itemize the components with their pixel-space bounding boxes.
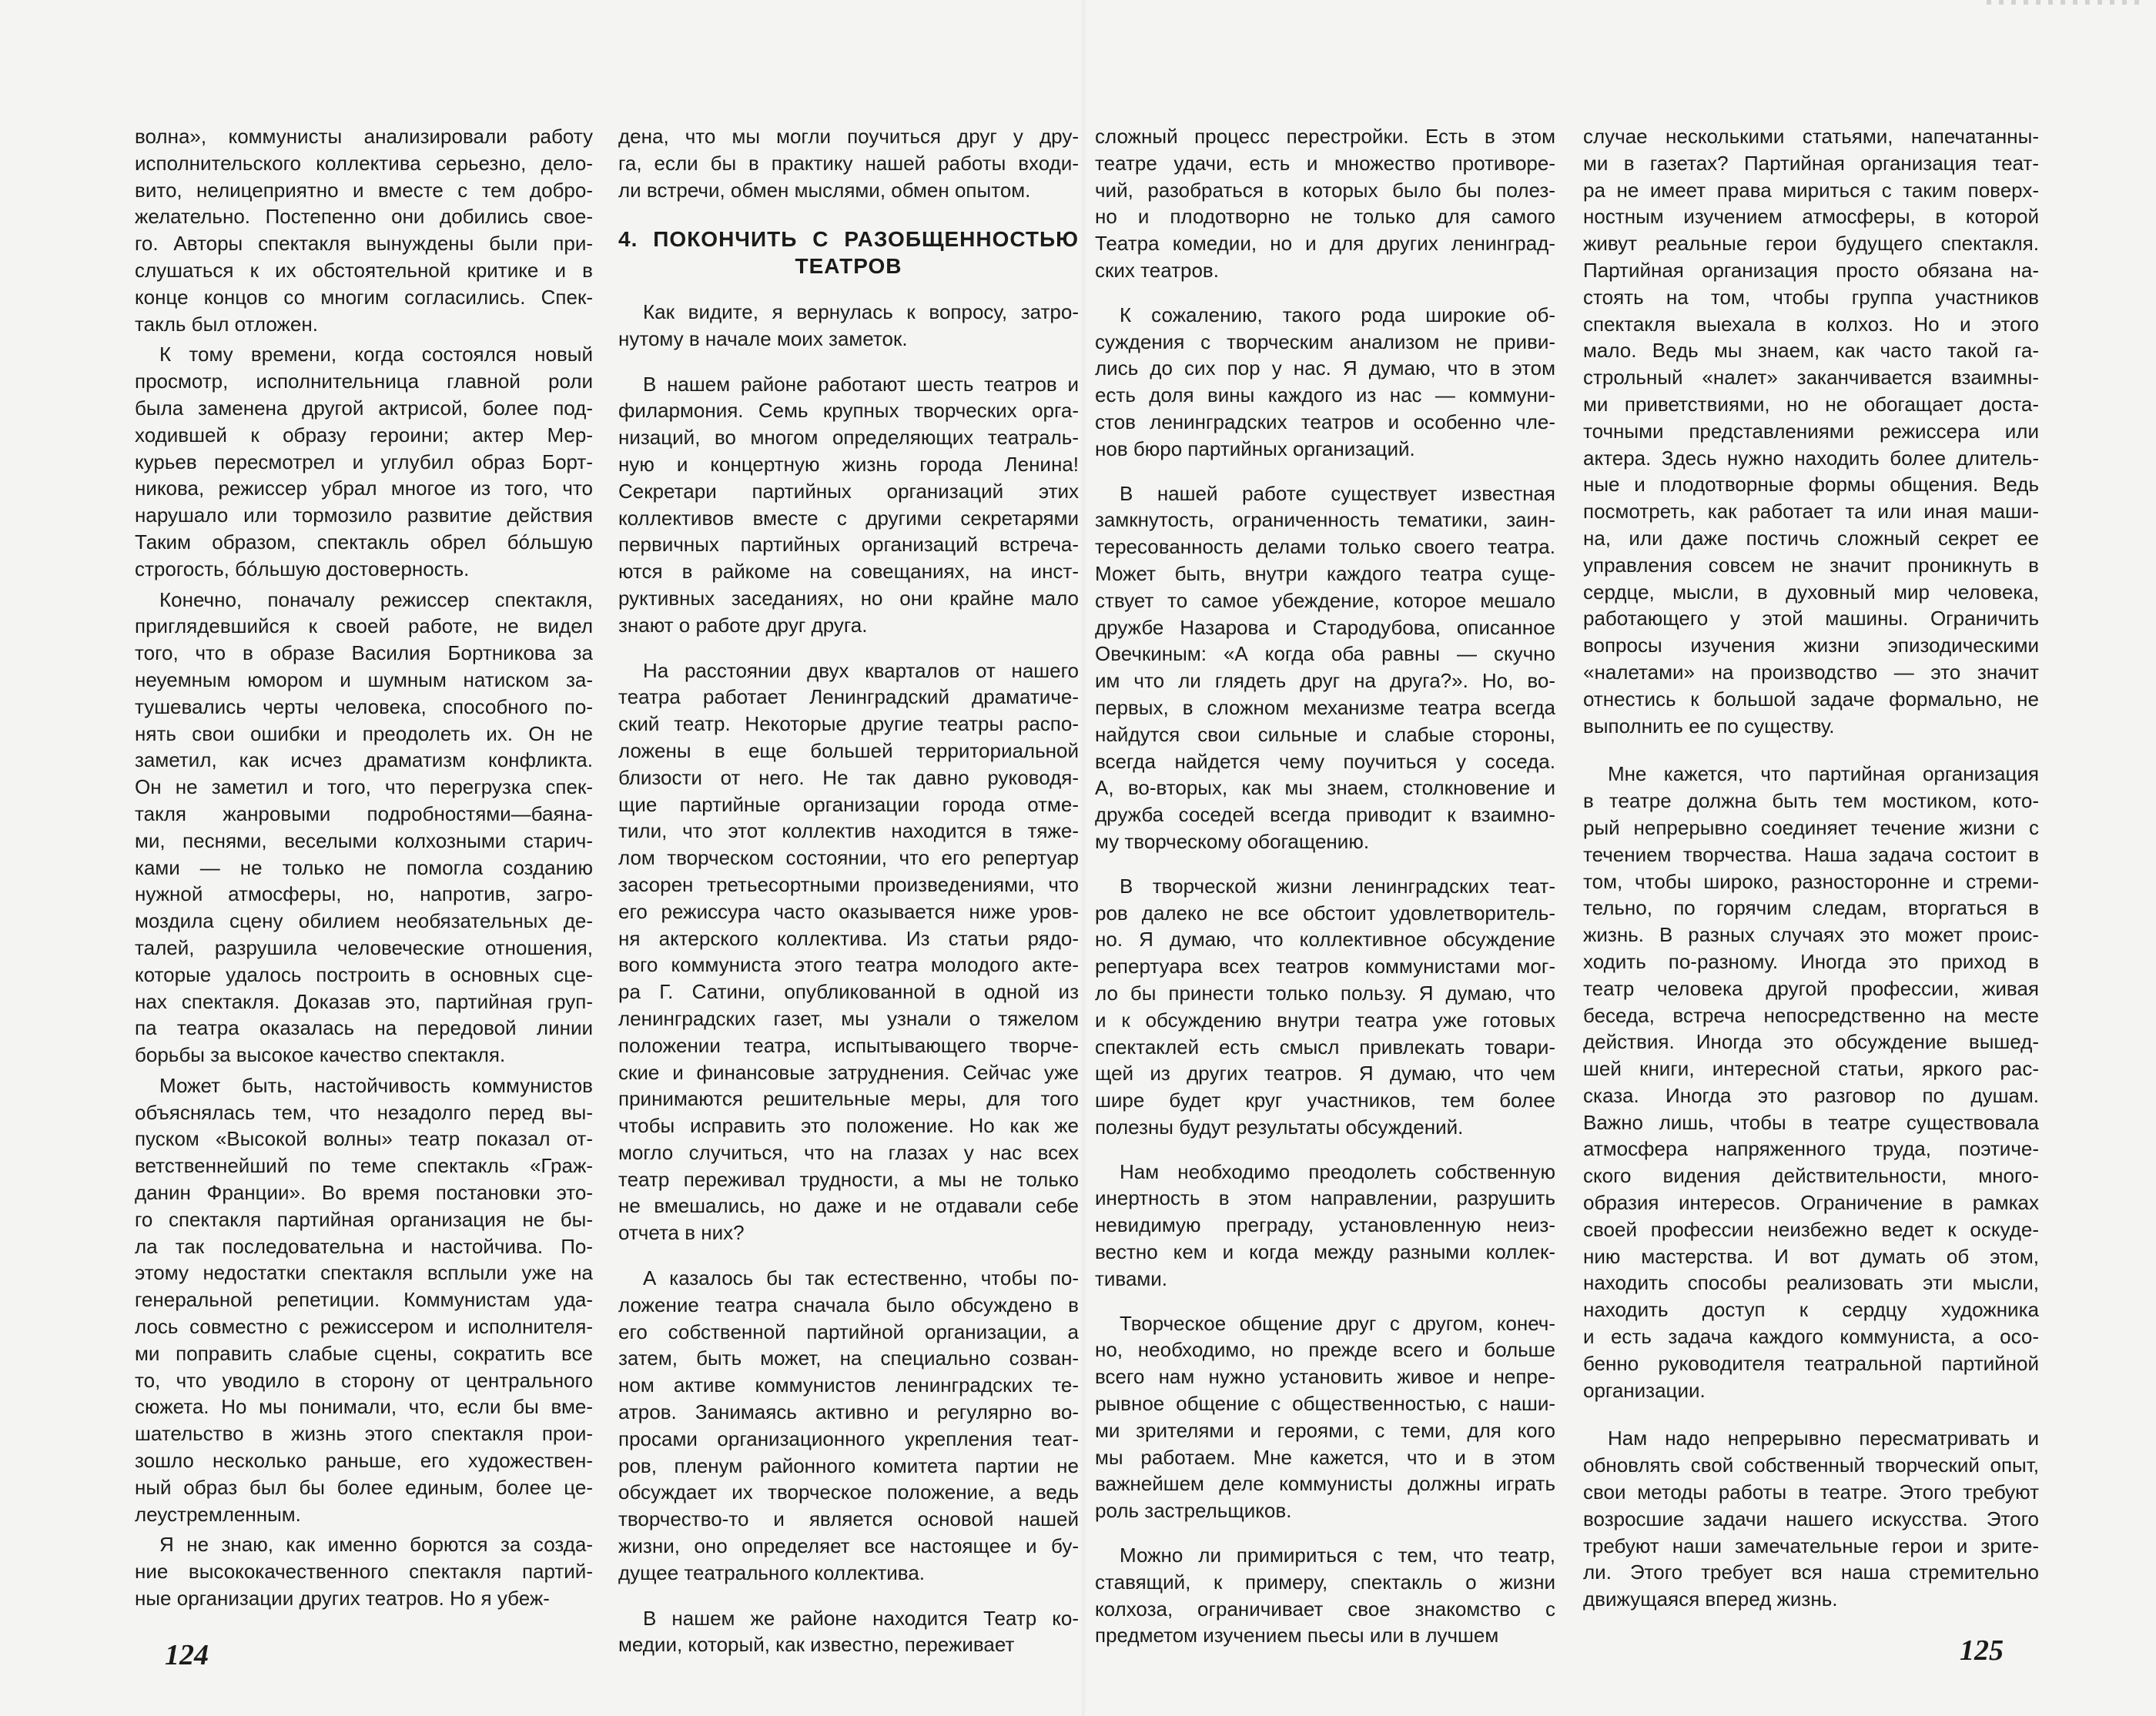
text-line: Партийная организация просто обязана на-: [1583, 258, 2039, 282]
text-line: шательство в жизнь этого спектакля прои-: [135, 1422, 593, 1446]
text-line: но, необходимо, но прежде всего и больше: [1095, 1338, 1555, 1362]
text-line: театр человека другой профессии, живая: [1583, 976, 2039, 1000]
text-line: сложный процесс перестройки. Есть в этом: [1095, 125, 1555, 148]
text-line: засорен третьесортными произведениями, что: [618, 872, 1079, 896]
text-line: жизни, оно определяет все настоящее и бу-: [618, 1534, 1079, 1558]
text-line: сердце, мысли, в духовный мир человека,: [1583, 580, 2039, 604]
text-line: организации.: [1583, 1378, 1706, 1402]
text-line: исполнительского коллектива серьезно, дело-: [135, 151, 593, 175]
paragraph: [618, 1605, 1079, 1659]
text-line: ные и плодотворные формы общения. Ведь: [1583, 473, 2039, 497]
text-line: ского видения действительности, много-: [1583, 1164, 2039, 1188]
text-line: требуют наши замечательные герои и зрите-: [1583, 1534, 2039, 1557]
text-line: К тому времени, когда состоялся новый: [159, 343, 593, 366]
text-line: Может быть, настойчивость коммунистов: [159, 1073, 593, 1097]
text-line: На расстоянии двух кварталов от нашего: [643, 658, 1079, 682]
text-line: ли. Этого требует вся наша стремительно: [1583, 1560, 2039, 1584]
text-line: первичных партийных организаций встреча-: [618, 533, 1079, 557]
text-line: волна», коммунисты анализировали работу: [135, 125, 593, 148]
text-line: ский театр. Некоторые другие театры распо-: [618, 712, 1079, 736]
text-line: ставящий, к примеру, спектакль о жизни: [1095, 1570, 1555, 1594]
text-line: щие партийные организации города отме-: [618, 792, 1079, 816]
text-line: ками — не только не помогла созданию: [135, 855, 593, 879]
text-line: ный образ был бы более единым, более це-: [135, 1475, 593, 1499]
text-line: желательно. Постепенно они добились свое-: [135, 205, 593, 229]
text-line: посмотреть, как работает та или иная маши-: [1583, 500, 2039, 523]
text-line: Конечно, поначалу режиссер спектакля,: [159, 587, 593, 611]
text-line: вестно кем и когда между разными коллек-: [1095, 1240, 1555, 1264]
text-line: мы работаем. Мне кажется, что и в этом: [1095, 1445, 1555, 1469]
text-line: го. Авторы спектакля вынуждены были при-: [135, 232, 593, 256]
text-line: дружба соседей всегда приводит к взаимно-: [1095, 803, 1555, 827]
text-line: никова, режиссер убрал многое из того, что: [135, 477, 593, 500]
text-line: принимаются решительные меры, для того: [618, 1087, 1079, 1111]
text-line: нять свои ошибки и преодолеть их. Он не: [135, 721, 593, 745]
text-line: ные организации других театров. Но я убеж-: [135, 1587, 550, 1611]
text-line: ра не имеет права мириться с таким поверх-: [1583, 178, 2039, 202]
text-line: Мне кажется, что партийная организация: [1608, 762, 2039, 786]
text-line: театре удачи, есть и множество противоре-: [1095, 151, 1555, 175]
text-line: неуемным юмором и шумным натиском за-: [135, 667, 593, 691]
text-line: того, что в образе Василия Бортникова за: [135, 641, 593, 665]
text-line: всегда найдется чему поучиться у соседа.: [1095, 749, 1555, 773]
page-number-left: 124: [165, 1639, 209, 1671]
text-line: ми поправить слабые сцены, сократить все: [135, 1341, 593, 1365]
text-line: нужной атмосферы, но, напротив, загро-: [135, 882, 593, 906]
text-line: конце концов со многим согласились. Спек-: [135, 285, 593, 309]
text-line: тили, что этот коллектив находится в тяже-: [618, 819, 1079, 843]
text-line: филармония. Семь крупных творческих орга-: [618, 399, 1079, 423]
text-line: Важно лишь, чтобы в театре существовала: [1583, 1110, 2039, 1134]
text-line: В нашем районе работают шесть театров и: [643, 372, 1079, 396]
text-line: Может быть, внутри каждого театра суще-: [1095, 561, 1555, 585]
text-line: и есть задача каждого коммуниста, а осо-: [1583, 1325, 2039, 1349]
text-line: ложение театра сначала было обсуждено в: [618, 1293, 1079, 1316]
text-line: колхоза, ограничивает свое знакомство с: [1095, 1597, 1555, 1621]
paragraph: [1583, 123, 2039, 739]
text-line: ми в газетах? Партийная организация теат-: [1583, 151, 2039, 175]
text-line: ветственнейший по теме спектакль «Граж-: [135, 1154, 593, 1178]
text-line: сюжета. Но мы понимали, что, если бы вме-: [135, 1395, 593, 1419]
text-line: творчество-то и является основой нашей: [618, 1507, 1079, 1531]
paragraph: [618, 371, 1079, 639]
text-line: ских театров.: [1095, 258, 1219, 282]
text-line: ходить по-разному. Иногда это приход в: [1583, 949, 2039, 973]
text-line: то, что уводило в сторону от центрального: [135, 1368, 593, 1392]
text-line: стов ленинградских театров и особенно чле-: [1095, 410, 1555, 433]
text-line: ра Г. Сатини, опубликованной в одной из: [618, 980, 1079, 1004]
paragraph: [1095, 302, 1555, 463]
column-3: [1095, 123, 1555, 1649]
text-line: зошло несколько раньше, его художествен-: [135, 1449, 593, 1473]
text-line: Таким образом, спектакль обрел бóльшую: [135, 530, 593, 554]
text-line: спектаклей есть смысл привлекать товари-: [1095, 1035, 1555, 1059]
text-line: Секретари партийных организаций этих: [618, 479, 1079, 503]
text-line: борьбы за высокое качество спектакля.: [135, 1043, 506, 1067]
text-line: дружбе Назарова и Стародубова, описанное: [1095, 615, 1555, 639]
paragraph: [135, 1531, 593, 1611]
text-line: га, если бы в практику нашей работы входи-: [618, 151, 1079, 175]
text-line: случае несколькими статьями, напечатанны-: [1583, 125, 2039, 148]
text-line: актера. Здесь нужно находить более длитель-: [1583, 446, 2039, 470]
text-line: Нам надо непрерывно пересматривать и: [1608, 1427, 2039, 1450]
paragraph: [1583, 1425, 2039, 1613]
text-line: нах спектакля. Доказав это, партийная груп-: [135, 989, 593, 1013]
text-line: руктивных заседаниях, но они крайне мало: [618, 586, 1079, 610]
text-line: ние высококачественного спектакля партий-: [135, 1560, 593, 1584]
text-line: лись до сих пор у нас. Я думаю, что в этом: [1095, 356, 1555, 380]
text-line: вито, нелицеприятно и вместе с тем добро-: [135, 178, 593, 202]
text-line: низаций, во многом определяющих театраль-: [618, 426, 1079, 450]
paragraph: [1095, 1542, 1555, 1649]
text-line: затем, быть может, на специально созван-: [618, 1346, 1079, 1370]
text-line: атров. Занимаясь активно и регулярно во-: [618, 1400, 1079, 1424]
text-line: тельно, по горячим следам, вторгаться в: [1583, 896, 2039, 920]
text-line: управления совсем не значит проникнуть в: [1583, 553, 2039, 577]
text-line: щей из других театров. Я думаю, что чем: [1095, 1062, 1555, 1085]
text-line: ские и финансовые затруднения. Сейчас уже: [618, 1060, 1079, 1084]
text-line: найдутся свои сильные и слабые стороны,: [1095, 722, 1555, 746]
text-line: которые удалось построить в основных сце-: [135, 962, 593, 986]
text-line: му творческому обогащению.: [1095, 829, 1370, 853]
text-line: живут реальные герои будущего спектакля.: [1583, 232, 2039, 256]
text-line: ла так последовательна и настойчива. По-: [135, 1234, 593, 1258]
text-line: отчета в них?: [618, 1221, 745, 1245]
text-line: есть доля вины каждого из нас — коммуни-: [1095, 383, 1555, 407]
paragraph: [135, 587, 593, 1069]
text-line: нию мастерства. И вот думать об этом,: [1583, 1244, 2039, 1268]
page-spine: [1081, 0, 1086, 1716]
text-line: ров, пленум районного комитета партии не: [618, 1453, 1079, 1477]
text-line: им что ли глядеть друг на друга?». Но, во-: [1095, 669, 1555, 693]
text-line: находить доступ к сердцу художника: [1583, 1298, 2039, 1322]
text-line: его режиссура часто оказывается ниже уров-: [618, 899, 1079, 923]
paragraph: [1095, 480, 1555, 855]
text-line: выполнить ее по существу.: [1583, 714, 1835, 738]
column-2: [618, 123, 1079, 1658]
text-line: атмосфера напряженного труда, поэтиче-: [1583, 1137, 2039, 1161]
text-line: А казалось бы так естественно, чтобы по-: [643, 1266, 1079, 1290]
text-line: театра работает Ленинградский драматиче-: [618, 685, 1079, 709]
text-line: ходившей к образу героини; актер Мер-: [135, 423, 593, 447]
paragraph: [135, 123, 593, 337]
text-line: «налетами» на производство — это значит: [1583, 660, 2039, 684]
text-line: ствует то самое убеждение, которое мешало: [1095, 588, 1555, 612]
text-line: ностным изучением атмосферы, в которой: [1583, 205, 2039, 229]
text-line: рый непрерывно соединяет течение жизни с: [1583, 815, 2039, 839]
page-number-right: 125: [1960, 1634, 2004, 1667]
text-line: заметил, как исчез драматизм конфликта.: [135, 748, 593, 772]
text-line: Как видите, я вернулась к вопросу, затро-: [643, 299, 1079, 323]
text-line: медии, который, как известно, переживает: [618, 1633, 1015, 1657]
text-line: возросшие задачи нашего искусства. Этого: [1583, 1507, 2039, 1530]
text-line: данин Франции». Во время постановки это-: [135, 1181, 593, 1205]
text-line: полезны будут результаты обсуждений.: [1095, 1115, 1464, 1139]
text-line: дена, что мы могли поучиться друг у дру-: [618, 125, 1079, 148]
paragraph: [618, 299, 1079, 353]
text-line: движущаяся вперед жизнь.: [1583, 1587, 1838, 1611]
paragraph: [1095, 1310, 1555, 1524]
text-line: строгость, бóльшую достоверность.: [135, 557, 470, 580]
text-line: строльный «налет» заканчивается взаимны-: [1583, 366, 2039, 390]
text-line: па театра оказалась на передовой линии: [135, 1016, 593, 1040]
paragraph: [1095, 1159, 1555, 1293]
text-line: Можно ли примириться с тем, что театр,: [1120, 1544, 1555, 1567]
paragraph: [135, 1072, 593, 1528]
text-line: действия. Иногда это обсуждение вышед-: [1583, 1030, 2039, 1054]
text-line: жизнь. В разных случаях это может проис-: [1583, 923, 2039, 947]
text-line: предметом изучением пьесы или в лучшем: [1095, 1624, 1499, 1647]
text-line: знают о работе друг друга.: [618, 613, 868, 637]
text-line: шей книги, интересной статьи, яркого рас-: [1583, 1057, 2039, 1081]
paragraph: [1095, 873, 1555, 1141]
text-line: работающего у этой машины. Ограничить: [1583, 607, 2039, 631]
text-line: стоять на том, чтобы группа участников: [1583, 285, 2039, 309]
text-line: ном активе коммунистов ленинградских те-: [618, 1373, 1079, 1397]
column-1: [135, 123, 593, 1612]
text-line: чий, разобраться в которых было бы полез-: [1095, 178, 1555, 202]
text-line: курьев пересмотрел и углубил образ Борт-: [135, 450, 593, 473]
text-line: не вмешались, но даже и не отдавали себе: [618, 1194, 1079, 1218]
text-line: течением творчества. Наша задача состоит в: [1583, 842, 2039, 866]
text-line: К сожалению, такого рода широкие об-: [1120, 303, 1555, 326]
text-line: ми зрителями и героями, с теми, для кого: [1095, 1418, 1555, 1442]
paragraph: [618, 123, 1079, 203]
text-line: нарушало или тормозило развитие действия: [135, 503, 593, 527]
text-line: моздила сцену обилием необязательных де-: [135, 909, 593, 933]
text-line: обновлять свой собственный творческий опыт,: [1583, 1453, 2039, 1477]
text-line: была заменена другой актрисой, более под-: [135, 396, 593, 420]
text-line: ми, песнями, веселыми колхозными старич-: [135, 828, 593, 852]
paragraph: [135, 341, 593, 582]
text-line: Театра комедии, но и для других ленинград-: [1095, 232, 1555, 256]
text-line: объяснялась тем, что незадолго перед вы-: [135, 1100, 593, 1124]
text-line: просмотр, исполнительница главной роли: [135, 370, 593, 393]
text-line: ров далеко не все обстоит удовлетворитель-: [1095, 901, 1555, 925]
paragraph: [1095, 123, 1555, 284]
text-line: такль был отложен.: [135, 312, 318, 336]
text-line: рывное общение с общественностью, с наши-: [1095, 1392, 1555, 1416]
text-line: положении театра, испытывающего творче-: [618, 1033, 1079, 1057]
text-line: чтобы исправить это положение. Но как же: [618, 1114, 1079, 1138]
text-line: всего нам нужно установить живое и непре-: [1095, 1365, 1555, 1389]
text-line: репертуара всех театров коммунистами мог-: [1095, 955, 1555, 978]
paragraph: [1583, 761, 2039, 1403]
text-line: спектакля выехала в колхоз. Но и этого: [1583, 312, 2039, 336]
text-line: В нашем же районе находится Театр ко-: [643, 1606, 1079, 1630]
text-line: Он не заметил и того, что перегрузка спек-: [135, 775, 593, 799]
text-line: коллективов вместе с другими секретарями: [618, 506, 1079, 530]
text-line: тушевались черты человека, способного по-: [135, 694, 593, 718]
text-line: своей профессии неизбежно ведет к оскуде-: [1583, 1217, 2039, 1241]
text-line: первых, в сложном механизме театра всегда: [1095, 695, 1555, 719]
text-line: такля жанровыми подробностями—баяна-: [135, 801, 593, 825]
text-line: приглядевшийся к своей работе, не видел: [135, 614, 593, 638]
text-line: том, чтобы широко, разносторонне и стреми-: [1583, 869, 2039, 893]
text-line: го спектакля партийная организация не бы-: [135, 1207, 593, 1231]
text-line: Я не знаю, как именно борются за созда-: [159, 1533, 593, 1557]
text-line: пуском «Высокой волны» театр показал от-: [135, 1127, 593, 1151]
text-line: ложены в еще большей территориальной: [618, 738, 1079, 762]
text-line: бенно руководителя театральной партийной: [1583, 1351, 2039, 1375]
text-line: тивами.: [1095, 1266, 1168, 1290]
text-line: этому недостатки спектакля всплыли уже на: [135, 1261, 593, 1285]
text-line: театр переживал трудности, а мы не только: [618, 1167, 1079, 1191]
text-line: Овечкиным: «А когда оба равны — скучно: [1095, 642, 1555, 666]
text-line: замкнутость, ограниченность тематики, заин-: [1095, 508, 1555, 532]
text-line: находить способы реализовать эти мысли,: [1583, 1271, 2039, 1295]
text-line: важнейшем деле коммунисты должны играть: [1095, 1472, 1555, 1496]
text-line: точными представлениями режиссера или: [1583, 419, 2039, 443]
text-line: ня актерского коллектива. Из статьи рядо-: [618, 926, 1079, 950]
text-line: В творческой жизни ленинградских теат-: [1120, 874, 1555, 898]
paragraph: [618, 1265, 1079, 1587]
text-line: ли встречи, обмен мыслями, обмен опытом.: [618, 178, 1031, 202]
text-line: слушаться к их обстоятельной критике и в: [135, 258, 593, 282]
text-line: и к обсуждению внутри театра уже готовых: [1095, 1008, 1555, 1032]
heading-line: ТЕАТРОВ: [795, 254, 902, 279]
text-line: ную и концертную жизнь города Ленина!: [618, 452, 1079, 476]
text-line: близости от него. Не так давно руководя-: [618, 765, 1079, 789]
text-line: талей, разрушила человеческие отношения,: [135, 935, 593, 959]
text-line: могло случиться, что на глазах у нас всех: [618, 1140, 1079, 1164]
text-line: невидимую преграду, установленную неиз-: [1095, 1213, 1555, 1237]
paragraph: [618, 657, 1079, 1247]
text-line: Творческое общение друг с другом, конеч-: [1120, 1311, 1555, 1335]
text-line: инертность в этом направлении, разрушить: [1095, 1186, 1555, 1210]
text-line: мало. Ведь мы знаем, как часто такой га-: [1583, 339, 2039, 363]
text-line: но. Я думаю, что коллективное обсуждение: [1095, 928, 1555, 952]
text-line: леустремленным.: [135, 1502, 301, 1526]
text-line: тересованность делами только своего театра.: [1095, 535, 1555, 559]
text-line: отнестись к большой задаче формально, не: [1583, 687, 2039, 711]
text-line: лом творческом состоянии, что его репертуар: [618, 846, 1079, 870]
text-line: В нашей работе существует известная: [1120, 481, 1555, 505]
text-line: в театре должна быть тем мостиком, кото-: [1583, 789, 2039, 813]
text-line: но и плодотворно не только для самого: [1095, 205, 1555, 229]
text-line: ми приветствиями, но не обогащает доста-: [1583, 392, 2039, 416]
text-line: лось совместно с режиссером и исполнителя-: [135, 1315, 593, 1339]
text-line: свои методы работы в театре. Этого требуют: [1583, 1480, 2039, 1504]
text-line: на, или даже постичь сложный секрет ее: [1583, 526, 2039, 550]
text-line: вопросы изучения жизни эпизодическими: [1583, 634, 2039, 657]
text-line: его собственной партийной организации, а: [618, 1320, 1079, 1343]
text-line: беседа, встреча непосредственно на месте: [1583, 1003, 2039, 1027]
text-line: сказа. Иногда это разговор по душам.: [1583, 1083, 2039, 1107]
section-heading: [618, 226, 1079, 280]
text-line: нутому в начале моих заметок.: [618, 326, 908, 350]
text-line: шире будет круг участников, тем более: [1095, 1089, 1555, 1112]
text-line: генеральной репетиции. Коммунистам уда-: [135, 1288, 593, 1312]
text-line: нов бюро партийных организаций.: [1095, 437, 1415, 460]
heading-line: 4. ПОКОНЧИТЬ С РАЗОБЩЕННОСТЬЮ: [618, 227, 1079, 252]
text-line: А, во-вторых, как мы знаем, столкновение и: [1095, 776, 1555, 800]
text-line: ются в райкоме на совещаниях, на инст-: [618, 560, 1079, 584]
text-line: роль застрельщиков.: [1095, 1499, 1292, 1523]
text-line: ло бы принести только пользу. Я думаю, что: [1095, 981, 1555, 1005]
text-line: просами организационного укрепления теат-: [618, 1427, 1079, 1450]
column-4: [1583, 123, 2039, 1613]
text-line: Нам необходимо преодолеть собственную: [1120, 1159, 1555, 1183]
text-line: ленинградских газет, мы узнали о тяжелом: [618, 1006, 1079, 1030]
text-line: вого коммуниста этого театра молодого акте-: [618, 953, 1079, 977]
text-line: дущее театрального коллектива.: [618, 1560, 925, 1584]
text-line: образия интересов. Ограничение в рамках: [1583, 1191, 2039, 1215]
scan-artifact: [1987, 0, 2141, 5]
text-line: суждения с творческим анализом не приви-: [1095, 329, 1555, 353]
text-line: обсуждает их творческое положение, а ведь: [618, 1480, 1079, 1504]
